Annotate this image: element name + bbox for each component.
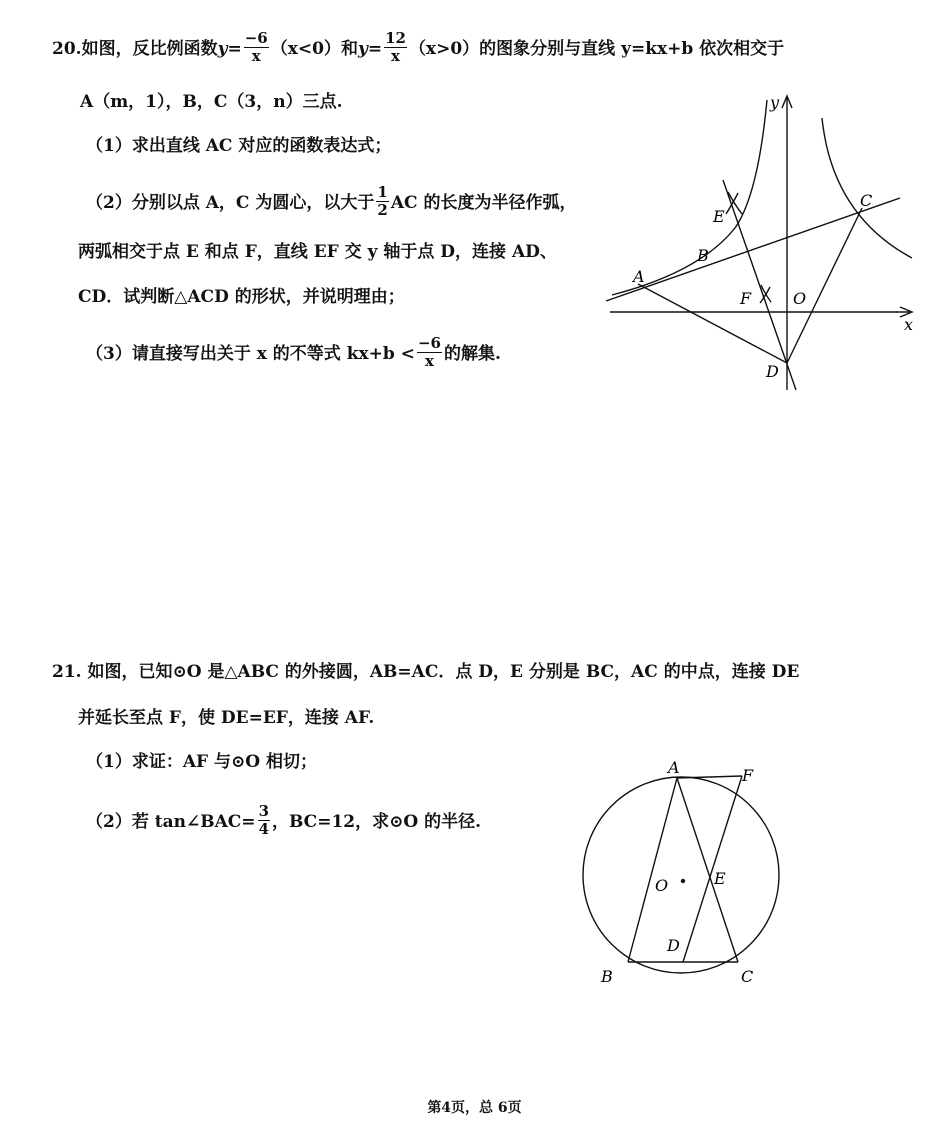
label-O: O [793,289,807,308]
q21-stem-line2: 并延长至点 F，使 DE=EF，连接 AF. [78,708,375,728]
label-D: D [766,362,779,381]
q20-part2-line3: CD．试判断△ACD 的形状，并说明理由； [78,287,405,307]
q20-part2-line1: （2）分别以点 A，C 为圆心，以大于 $\frac{1}{2}$ AC 的长度为半径作弧， [86,183,577,219]
label-C: C [741,967,754,986]
label-E: E [714,869,726,888]
q20-stem-line2: A（m，1），B，C（3，n）三点. [80,92,343,112]
page-footer: 第4页，总 6页 [427,1100,522,1116]
label-F: F [742,766,754,785]
label-C: C [860,191,873,210]
label-O: O [655,876,669,895]
q21-stem-line1: 21. 如图，已知⊙O 是△ABC 的外接圆，AB=AC．点 D，E 分别是 BC，AC 的中点，连接 DE [52,662,800,682]
center-dot [681,879,685,883]
segment-AC [677,778,738,962]
segment-AF [677,776,742,778]
circle-O [583,777,779,973]
label-B: B [601,967,613,986]
q21-part1: （1）求证：AF 与⊙O 相切； [86,752,317,772]
q20-part2-line2: 两弧相交于点 E 和点 F，直线 EF 交 y 轴于点 D，连接 AD、 [78,242,557,262]
q20-stem-line1: 20.如图，反比例函数y= $\frac{-6}{x}$ （x<0）和y= $\frac{12}{x}$ （x>0）的图象分别与直线 y=kx+b 依次相交于 [52,29,785,65]
label-y: y [770,93,780,112]
q21-part2: （2）若 tan∠BAC= $\frac{3}{4}$ ，BC=12，求⊙O 的半径. [86,802,482,838]
label-E: E [713,207,725,226]
q20-part1: （1）求出直线 AC 对应的函数表达式； [86,136,392,156]
label-x: x [904,315,914,334]
segment-AB [628,778,677,962]
label-B: B [697,246,709,265]
label-D: D [667,936,680,955]
q20-part3: （3）请直接写出关于 x 的不等式 kx+b < $\frac{-6}{x}$ 的解集. [86,334,501,370]
label-A: A [633,267,645,286]
label-F: F [740,289,752,308]
segment-DF [683,776,742,962]
label-A: A [668,758,680,777]
